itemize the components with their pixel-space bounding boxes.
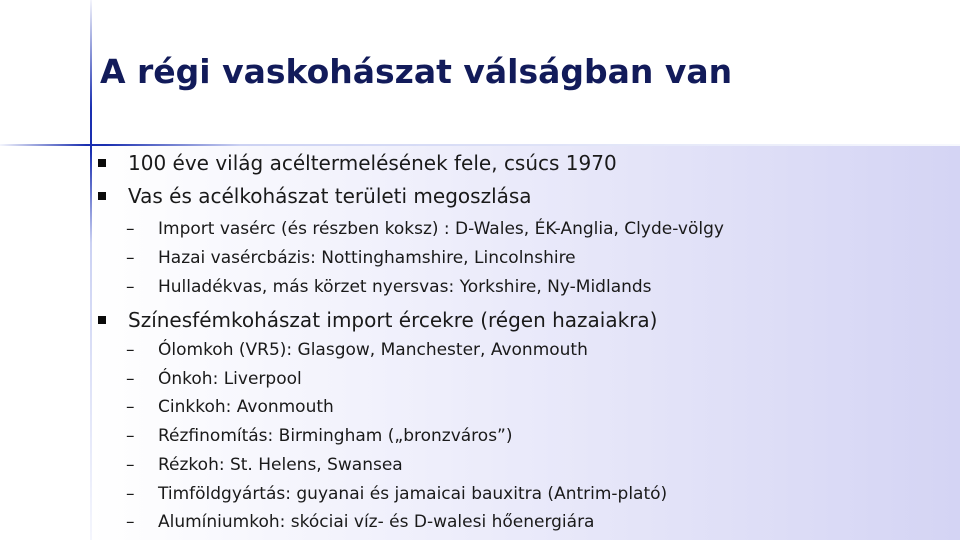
dash-bullet-icon: – bbox=[126, 248, 135, 268]
slide-title: A régi vaskohászat válságban van bbox=[100, 52, 733, 91]
sub-bullet-text: Cinkkoh: Avonmouth bbox=[158, 397, 334, 417]
sub-bullet-text: Rézkoh: St. Helens, Swansea bbox=[158, 455, 403, 475]
dash-bullet-icon: – bbox=[126, 277, 135, 297]
dash-bullet-icon: – bbox=[126, 397, 135, 417]
dash-bullet-icon: – bbox=[126, 369, 135, 389]
sub-bullet-text: Ólomkoh (VR5): Glasgow, Manchester, Avonmouth bbox=[158, 340, 588, 360]
sub-bullet-text: Rézfinomítás: Birmingham („bronzváros”) bbox=[158, 426, 513, 446]
square-bullet-icon bbox=[98, 159, 106, 167]
dash-bullet-icon: – bbox=[126, 219, 135, 239]
square-bullet-icon bbox=[98, 316, 106, 324]
square-bullet-icon bbox=[98, 192, 106, 200]
vertical-accent-line bbox=[90, 0, 92, 540]
sub-bullet-text: Import vasérc (és részben koksz) : D-Wales, ÉK-Anglia, Clyde-völgy bbox=[158, 219, 724, 239]
dash-bullet-icon: – bbox=[126, 512, 135, 532]
sub-bullet-text: Timföldgyártás: guyanai és jamaicai bauxitra (Antrim-plató) bbox=[158, 484, 668, 504]
dash-bullet-icon: – bbox=[126, 484, 135, 504]
horizontal-accent-line bbox=[0, 144, 960, 146]
dash-bullet-icon: – bbox=[126, 455, 135, 475]
sub-bullet-text: Ónkoh: Liverpool bbox=[158, 369, 302, 389]
sub-bullet-text: Hazai vasércbázis: Nottinghamshire, Lincolnshire bbox=[158, 248, 576, 268]
bullet-text: Színesfémkohászat import ércekre (régen hazaiakra) bbox=[128, 308, 658, 332]
sub-bullet-text: Alumíniumkoh: skóciai víz- és D-walesi hőenergiára bbox=[158, 512, 595, 532]
dash-bullet-icon: – bbox=[126, 426, 135, 446]
bullet-text: 100 éve világ acéltermelésének fele, csúcs 1970 bbox=[128, 151, 617, 175]
dash-bullet-icon: – bbox=[126, 340, 135, 360]
bullet-text: Vas és acélkohászat területi megoszlása bbox=[128, 184, 532, 208]
sub-bullet-text: Hulladékvas, más körzet nyersvas: Yorkshire, Ny-Midlands bbox=[158, 277, 652, 297]
